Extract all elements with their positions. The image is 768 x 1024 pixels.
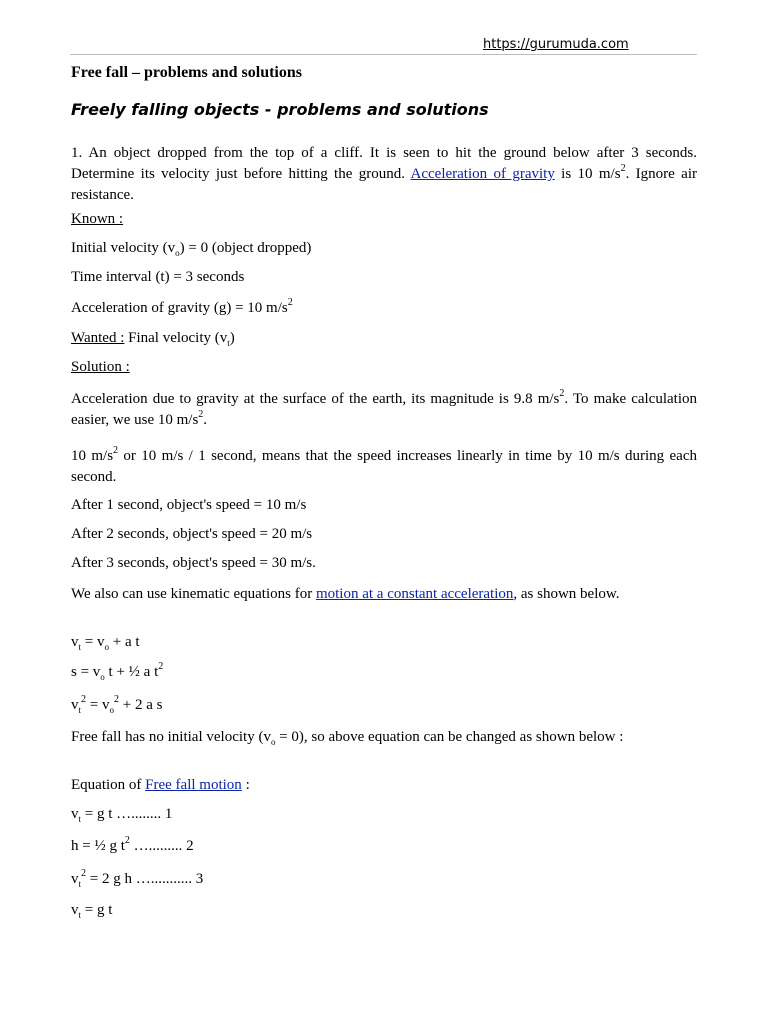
freefall-text: Free fall has no initial velocity (v — [71, 729, 271, 745]
eq-text: = g t …........ 1 — [81, 806, 173, 822]
solution-p2-text: 10 m/s — [71, 448, 114, 464]
problem-text-b: is 10 m/s — [554, 166, 621, 182]
problem-text: 1. An object dropped from the top of a cliff. It is seen to hit the ground below after 3 seconds. Determine its velocity just before hitting the ground. — [71, 145, 697, 182]
solution-p1-text-b: . To make calculation easier, we use 10 m/s — [71, 391, 697, 428]
eq-text: = g t — [81, 902, 113, 918]
after-1-second: After 1 second, object's speed = 10 m/s — [71, 497, 307, 513]
wanted-label: Wanted : — [71, 330, 125, 346]
freefall-equation-2 — [71, 835, 194, 855]
known-gravity-text: Acceleration of gravity (g) = 10 m/s — [71, 300, 288, 316]
eq-text: = 2 g h …........... 3 — [86, 871, 204, 887]
superscript-2: 2 — [559, 388, 565, 399]
known-initial-velocity-text: Initial velocity (v — [71, 240, 176, 256]
eq-label-text: Equation of — [71, 777, 146, 793]
eq-text: v — [71, 902, 79, 918]
subscript-t: t — [78, 910, 82, 920]
solution-label: Solution : — [71, 359, 130, 375]
subscript-t: t — [78, 642, 82, 652]
superscript-2: 2 — [81, 694, 87, 705]
known-initial-velocity-text-b: ) = 0 (object dropped) — [179, 240, 312, 256]
freefall-equation-4 — [71, 902, 112, 919]
freefall-paragraph — [71, 727, 671, 748]
kinematic-text-b: , as shown below. — [513, 586, 620, 602]
subscript-t: t — [78, 814, 82, 824]
solution-paragraph-2 — [71, 446, 697, 488]
eq-text: v — [71, 697, 79, 713]
eq-text: = v — [81, 634, 105, 650]
page-subtitle: Freely falling objects - problems and solutions — [71, 100, 489, 119]
equation-3 — [71, 694, 163, 715]
wanted-text: Final velocity (v — [124, 330, 228, 346]
problem-text-c: . Ignore air resistance. — [71, 166, 698, 203]
eq-text: + a t — [108, 634, 140, 650]
subscript-o: o — [100, 672, 105, 682]
superscript-2: 2 — [287, 297, 293, 308]
eq-text: s = v — [71, 664, 101, 680]
known-initial-velocity — [71, 240, 311, 257]
eq-text: = v — [86, 697, 110, 713]
freefall-text-b: = 0), so above equation can be changed as shown below : — [275, 729, 624, 745]
subscript-o: o — [104, 642, 109, 652]
source-url[interactable]: https://gurumuda.com — [483, 37, 629, 52]
superscript-2: 2 — [198, 409, 204, 420]
superscript-2: 2 — [620, 163, 626, 174]
page-title: Free fall – problems and solutions — [71, 64, 302, 81]
subscript-o: o — [270, 737, 276, 747]
solution-p1-text: Acceleration due to gravity at the surface of the earth, its magnitude is 9.8 m/s — [71, 391, 560, 407]
equation-1 — [71, 634, 140, 651]
freefall-equation-1 — [71, 806, 172, 823]
subscript-t: t — [227, 338, 230, 348]
superscript-2: 2 — [113, 445, 119, 456]
eq-text: + 2 a s — [118, 697, 163, 713]
superscript-2: 2 — [81, 868, 87, 879]
equation-2 — [71, 661, 164, 682]
after-3-seconds: After 3 seconds, object's speed = 30 m/s. — [71, 555, 316, 571]
known-gravity — [71, 297, 293, 317]
constant-acceleration-link[interactable]: motion at a constant acceleration — [315, 586, 514, 602]
solution-paragraph-1 — [71, 389, 697, 431]
superscript-2: 2 — [158, 661, 164, 672]
gravity-link[interactable]: Acceleration of gravity — [410, 166, 555, 182]
superscript-2: 2 — [124, 835, 130, 846]
free-fall-motion-link[interactable]: Free fall motion — [145, 777, 242, 793]
header-divider — [70, 54, 697, 55]
after-2-seconds: After 2 seconds, object's speed = 20 m/s — [71, 526, 313, 542]
subscript-o: o — [109, 705, 114, 715]
solution-p1-text-c: . — [203, 412, 208, 428]
problem-statement — [71, 143, 697, 206]
eq-label-text-b: : — [241, 777, 250, 793]
subscript-t: t — [78, 705, 82, 715]
freefall-equation-label — [71, 777, 250, 794]
known-label: Known : — [71, 211, 124, 227]
freefall-equation-3 — [71, 868, 204, 889]
known-time-interval: Time interval (t) = 3 seconds — [71, 269, 245, 285]
subscript-t: t — [78, 879, 82, 889]
wanted-line — [71, 330, 235, 347]
eq-text: v — [71, 871, 79, 887]
wanted-close: ) — [229, 330, 235, 346]
superscript-2: 2 — [113, 694, 119, 705]
kinematic-text: We also can use kinematic equations for — [71, 586, 316, 602]
kinematic-paragraph — [71, 584, 697, 605]
eq-text: v — [71, 634, 79, 650]
solution-p2-text-b: or 10 m/s / 1 second, means that the speed increases linearly in time by 10 m/s during each second. — [71, 448, 697, 485]
eq-text: v — [71, 806, 79, 822]
eq-text: h = ½ g t — [71, 838, 125, 854]
eq-text: t + ½ a t — [104, 664, 159, 680]
eq-text: …......... 2 — [129, 838, 194, 854]
subscript-o: o — [175, 248, 180, 258]
